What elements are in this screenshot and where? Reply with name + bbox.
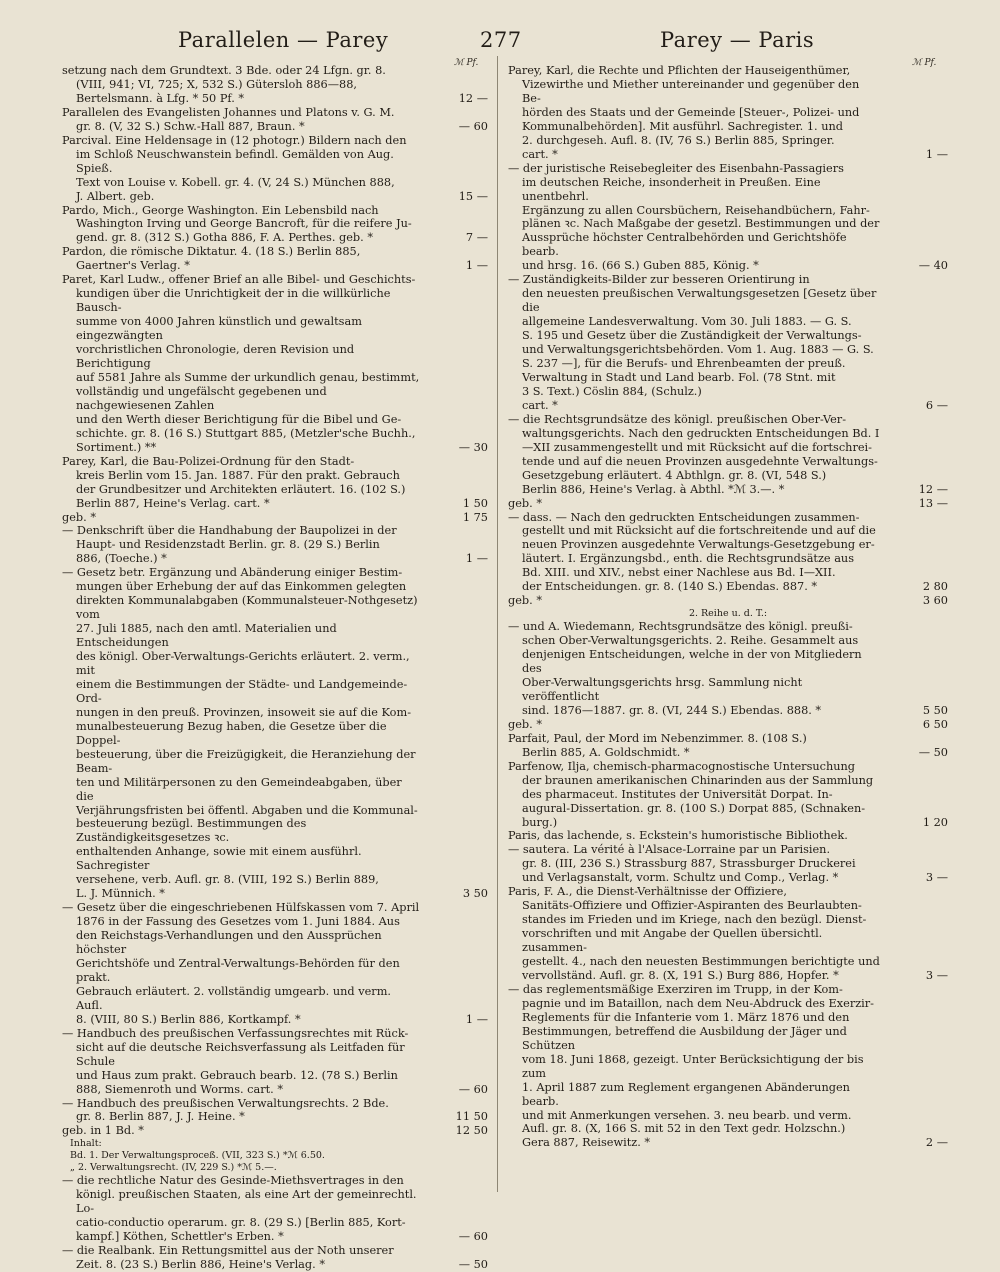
catalog-entry bbox=[508, 718, 948, 732]
catalog-entry bbox=[62, 1174, 488, 1244]
catalog-entry bbox=[62, 511, 488, 525]
price-unit-right: ℳ Pf. bbox=[912, 58, 937, 68]
entry-text: — Gesetz betr. Ergänzung und Abänderung einiger Bestim- mungen über Erhebung der auf das Einkommen gelegten direkten Kommunalabgaben (Kommunalsteuer-Nothgesetz) vom 27. Juli 1885, nach den amtl. Materialien und Entscheidungen des königl. Ober-Verwaltungs-Gerichts erläutert. 2. verm., mit einem die Bestimmungen der Städte- und Landgemeinde-Ord- nungen in den preuß. Provinzen, insoweit sie auf die Kom- munalbesteuerung Bezug haben, die Gesetze über die Doppel- besteuerung, über die Freizügigkeit, die Heranziehung der Beam- ten und Militärpersonen zu den Gemeindeabgaben, über die Verjährungsfristen bei öffentl. Abgaben und die Kommunal- besteuerung bezügl. Bestimmungen des Zuständigkeitsgesetzes ꝛc. enthaltenden Anhange, sowie mit einem ausführl. Sachregister versehene, verb. Aufl. gr. 8. (VIII, 192 S.) Berlin 889, L. J. Münnich. * bbox=[62, 566, 418, 901]
entry-text: Parey, Karl, die Bau-Polizei-Ordnung für den Stadt- kreis Berlin vom 15. Jan. 1887. Für den prakt. Gebrauch der Grundbesitzer und Architekten erläutert. 16. (102 S.) Berlin 887, Heine's Verlag. cart. * bbox=[62, 454, 406, 510]
sub-note: Inhalt: Bd. 1. Der Verwaltungsproceß. (VII, 323 S.) *ℳ 6.50. „ 2. Verwaltungsrecht. (IV, 229 S.) *ℳ 5.—. bbox=[70, 1138, 325, 1174]
entry-price: 6 50 bbox=[922, 717, 948, 731]
entry-price: 1 — bbox=[465, 259, 488, 273]
entry-text: Pardo, Mich., George Washington. Ein Lebensbild nach Washington Irving und George Bancroft, für die reifere Ju- gend. gr. 8. (312 S.) Gotha 886, F. A. Perthes. geb. * bbox=[62, 203, 412, 245]
entry-text: Parfenow, Ilja, chemisch-pharmacognostische Untersuchung der braunen amerikanischen Chinarinden aus der Sammlung des pharmaceut. Institutes der Universität Dorpat. In- augural-Dissertation. gr. 8. (100 S.) Dorpat 885, (Schnaken- burg.) bbox=[508, 759, 874, 829]
entry-text: — Gesetz über die eingeschriebenen Hülfskassen vom 7. April 1876 in der Fassung des Gesetzes vom 1. Juni 1884. Aus den Reichstags-Verhandlungen und den Aussprüchen höchster Gerichtshöfe und Zentral-Verwaltungs-Behörden für den prakt. Gebrauch erläutert. 2. vollständig umgearb. und verm. Aufl. 8. (VIII, 80 S.) Berlin 886, Kortkampf. * bbox=[62, 901, 420, 1026]
catalog-entry bbox=[508, 829, 948, 843]
catalog-entry bbox=[508, 511, 948, 595]
entry-price: 6 — bbox=[925, 398, 948, 412]
running-header-right: Parey — Paris bbox=[660, 28, 815, 52]
catalog-entry bbox=[508, 843, 948, 885]
catalog-entry bbox=[508, 497, 948, 511]
entry-text: — sautera. La vérité à l'Alsace-Lorraine par un Parisien. gr. 8. (III, 236 S.) Strassburg 887, Strassburger Druckerei und Verlagsanstalt, vorm. Schultz und Comp., Verlag. * bbox=[508, 843, 856, 885]
catalog-entry bbox=[508, 983, 948, 1150]
entry-price: — 30 bbox=[458, 440, 488, 454]
entry-text: Pardon, die römische Diktatur. 4. (18 S.) Berlin 885, Gaertner's Verlag. * bbox=[62, 245, 361, 273]
entry-price: 3 60 bbox=[922, 594, 948, 608]
catalog-entry bbox=[508, 594, 948, 608]
catalog-entry bbox=[508, 732, 948, 760]
entry-price: 3 50 bbox=[462, 887, 488, 901]
entry-price: 2 80 bbox=[922, 580, 948, 594]
catalog-entry bbox=[508, 162, 948, 274]
entry-price: 1 — bbox=[465, 552, 488, 566]
catalog-entry bbox=[508, 64, 948, 162]
catalog-entry bbox=[62, 1027, 488, 1097]
price-unit-left: ℳ Pf. bbox=[454, 58, 479, 68]
entry-price: 2 — bbox=[925, 1136, 948, 1150]
entry-price: — 60 bbox=[458, 1230, 488, 1244]
entry-price: 3 — bbox=[925, 871, 948, 885]
entry-price: 5 50 bbox=[922, 703, 948, 717]
entry-price: 7 — bbox=[465, 231, 488, 245]
entry-price: 11 50 bbox=[455, 1110, 488, 1124]
catalog-entry bbox=[508, 760, 948, 830]
entry-text: geb. * bbox=[508, 496, 542, 510]
entry-text: geb. * bbox=[508, 594, 542, 608]
entry-price: 13 — bbox=[918, 496, 948, 510]
catalog-entry bbox=[62, 901, 488, 1027]
entry-text: Parcival. Eine Heldensage in (12 photogr.) Bildern nach den im Schloß Neuschwanstein befindl. Gemälden von Aug. Spieß. Text von Louise v. Kobell. gr. 4. (V, 24 S.) München 888, J. Albert. geb. bbox=[62, 133, 407, 203]
entry-price: 12 50 bbox=[455, 1124, 488, 1138]
entry-text: — Denkschrift über die Handhabung der Baupolizei in der Haupt- und Residenzstadt Berlin. gr. 8. (29 S.) Berlin 886, (Toeche.) * bbox=[62, 524, 397, 566]
entry-text: — die rechtliche Natur des Gesinde-Miethsvertrages in den königl. preußischen Staaten, als eine Art der gemeinrechtl. Lo- catio-conductio operarum. gr. 8. (29 S.) [Berlin 885, Kort- kampf.] Köthen, Schettler's Erben. * bbox=[62, 1174, 417, 1244]
entry-text: geb. * bbox=[508, 717, 542, 731]
catalog-entry bbox=[62, 1124, 488, 1138]
entry-price: 1 — bbox=[465, 1012, 488, 1026]
catalog-entry bbox=[62, 273, 488, 454]
entry-price: — 60 bbox=[458, 1082, 488, 1096]
left-column bbox=[62, 64, 488, 1272]
catalog-entry bbox=[62, 245, 488, 273]
entry-text: — Handbuch des preußischen Verfassungsrechtes mit Rück- sicht auf die deutsche Reichsverfassung als Leitfaden für Schule und Haus zum prakt. Gebrauch bearb. 12. (78 S.) Berlin 888, Siemenroth und Worms. cart. * bbox=[62, 1026, 409, 1096]
entry-price: 12 — bbox=[458, 91, 488, 105]
entry-text: Paris, F. A., die Dienst-Verhältnisse der Offiziere, Sanitäts-Offiziere und Offizier-Aspiranten des Beurlaubten- standes im Frieden und im Kriege, nach den bezügl. Dienst- vorschriften und mit Angabe der Quellen übersichtl. zusammen- gestellt. 4., nach den neuesten Bestimmungen berichtigte und vervollständ. Aufl. gr. 8. (X, 191 S.) Burg 886, Hopfer. * bbox=[508, 885, 880, 982]
entry-text: — die Rechtsgrundsätze des königl. preußischen Ober-Ver- waltungsgerichts. Nach den gedruckten Entscheidungen Bd. I —XII zusammengestellt und mit Rücksicht auf die fortschrei- tende und auf die neuen Provinzen ausgedehnte Verwaltungs- Gesetzgebung erläutert. 4 Abthlgn. gr. 8. (VI, 548 S.) Berlin 886, Heine's Verlag. à Abthl. *ℳ 3.—. * bbox=[508, 412, 880, 496]
catalog-entry bbox=[62, 524, 488, 566]
entry-text: Parey, Karl, die Rechte und Pflichten der Hauseigenthümer, Vizewirthe und Miether untereinander und gegenüber den Be- hörden des Staats und der Gemeinde [Steuer-, Polizei- und Kommunalbehörden]. Mit ausführl. Sachregister. 1. und 2. durchgeseh. Aufl. 8. (IV, 76 S.) Berlin 885, Springer. cart. * bbox=[508, 64, 860, 161]
catalog-entry bbox=[508, 885, 948, 983]
entry-text: — Zuständigkeits-Bilder zur besseren Orientirung in den neuesten preußischen Verwaltungsgesetzen [Gesetz über die allgemeine Landesverwaltung. Vom 30. Juli 1883. — G. S. S. 195 und Gesetz über die Zuständigkeit der Verwaltungs- und Verwaltungsgerichtsbehörden. Vom 1. Aug. 1883 — G. S. S. 237 —], für die Berufs- und Ehrenbeamten der preuß. Verwaltung in Stadt und Land bearb. Fol. (78 Stnt. mit 3 S. Text.) Cöslin 884, (Schulz.) cart. * bbox=[508, 273, 877, 412]
entry-price: 1 20 bbox=[922, 815, 948, 829]
entry-text: Paret, Karl Ludw., offener Brief an alle Bibel- und Geschichts- kundigen über die Unrichtigkeit der in die willkürliche Bausch- summe von 4000 Jahren künstlich und gewaltsam eingezwängten vorchristlichen Chronologie, deren Revision und Berichtigung auf 5581 Jahre als Summe der urkundlich genau, bestimmt, vollständig und ungefälscht gegebenen und nachgewiesenen Zahlen und den Werth dieser Berichtigung für die Bibel und Ge- schichte. gr. 8. (16 S.) Stuttgart 885, (Metzler'sche Buchh., Sortiment.) ** bbox=[62, 273, 420, 454]
entry-price: — 40 bbox=[918, 259, 948, 273]
entry-text: setzung nach dem Grundtext. 3 Bde. oder 24 Lfgn. gr. 8. (VIII, 941; VI, 725; X, 532 S.) Gütersloh 886—88, Bertelsmann. à Lfg. * 50 Pf. * bbox=[62, 64, 386, 105]
catalog-entry bbox=[508, 273, 948, 413]
entry-text: Paris, das lachende, s. Eckstein's humoristische Bibliothek. bbox=[508, 829, 848, 843]
entry-price: 1 — bbox=[925, 147, 948, 161]
entry-price: 3 — bbox=[925, 969, 948, 982]
entry-text: — dass. — Nach den gedruckten Entscheidungen zusammen- gestellt und mit Rücksicht auf die fortschreitende und auf die neuen Provinzen ausgedehnte Verwaltungs-Gesetzgebung er- läutert. I. Ergänzungsbd., enth. die Rechtsgrundsätze aus Bd. XIII. und XIV., nebst einer Nachlese aus Bd. I—XII. der Entscheidungen. gr. 8. (140 S.) Ebendas. 887. * bbox=[508, 510, 876, 594]
entry-text: Parfait, Paul, der Mord im Nebenzimmer. 8. (108 S.) Berlin 885, A. Goldschmidt. * bbox=[508, 731, 807, 759]
catalog-entry bbox=[62, 1244, 488, 1272]
entry-price: 1 50 bbox=[462, 496, 488, 510]
entry-text: Parallelen des Evangelisten Johannes und Platons v. G. M. gr. 8. (V, 32 S.) Schw.-Hall 887, Braun. * bbox=[62, 105, 395, 133]
catalog-entry bbox=[62, 1097, 488, 1125]
entry-text: geb. in 1 Bd. * bbox=[62, 1124, 144, 1138]
entry-text: — Handbuch des preußischen Verwaltungsrechts. 2 Bde. gr. 8. Berlin 887, J. J. Heine. * bbox=[62, 1096, 389, 1124]
entry-text: geb. * bbox=[62, 510, 96, 524]
catalog-entry bbox=[62, 106, 488, 134]
catalog-entry bbox=[62, 566, 488, 901]
entry-price: — 50 bbox=[918, 745, 948, 759]
catalog-entry bbox=[62, 455, 488, 511]
catalog-entry bbox=[508, 620, 948, 718]
entry-text: — der juristische Reisebegleiter des Eisenbahn-Passagiers im deutschen Reiche, insonderheit in Preußen. Eine unentbehrl. Ergänzung zu allen Coursbüchern, Reisehandbüchern, Fahr- plänen ꝛc. Nach Maßgabe der gesetzl. Bestimmungen und der Aussprüche höchster Centralbehörden und Gerichtshöfe bearb. und hrsg. 16. (66 S.) Guben 885, König. * bbox=[508, 161, 880, 273]
entry-price: 1 75 bbox=[462, 510, 488, 524]
sub-note: 2. Reihe u. d. T.: bbox=[688, 608, 768, 620]
entry-text: — die Realbank. Ein Rettungsmittel aus der Noth unserer Zeit. 8. (23 S.) Berlin 886, Heine's Verlag. * bbox=[62, 1244, 394, 1272]
right-column bbox=[508, 64, 948, 1150]
page-number: 277 bbox=[480, 28, 522, 52]
entry-price: — 50 bbox=[458, 1258, 488, 1272]
entry-text: — das reglementsmäßige Exerziren im Trupp, in der Kom- pagnie und im Bataillon, nach dem Neu-Abdruck des Exerzir- Reglements für die Infanterie vom 1. März 1876 und den Bestimmungen, betreffend die Ausbildung der Jäger und Schützen vom 18. Juni 1868, gezeigt. Unter Berücksichtigung der bis zum 1. April 1887 zum Reglement ergangenen Abänderungen bearb. und mit Anmerkungen versehen. 3. neu bearb. und verm. Aufl. gr. 8. (X, 166 S. mit 52 in den Text gedr. Holzschn.) Gera 887, Reisewitz. * bbox=[508, 982, 875, 1150]
entry-price: 15 — bbox=[458, 189, 488, 203]
entry-text: — und A. Wiedemann, Rechtsgrundsätze des königl. preußi- schen Ober-Verwaltungsgerichts. 2. Reihe. Gesammelt aus denjenigen Entscheidungen, welche in der von Mitgliedern des Ober-Verwaltungsgerichts hrsg. Sammlung nicht veröffentlicht sind. 1876—1887. gr. 8. (VI, 244 S.) Ebendas. 888. * bbox=[508, 620, 862, 717]
column-divider bbox=[497, 56, 498, 1192]
catalog-entry bbox=[62, 134, 488, 204]
entry-price: — 60 bbox=[458, 119, 488, 133]
catalog-entry bbox=[508, 413, 948, 497]
catalog-entry bbox=[62, 64, 488, 106]
running-header-left: Parallelen — Parey bbox=[178, 28, 389, 52]
entry-price: 12 — bbox=[918, 482, 948, 496]
catalog-entry bbox=[62, 204, 488, 246]
